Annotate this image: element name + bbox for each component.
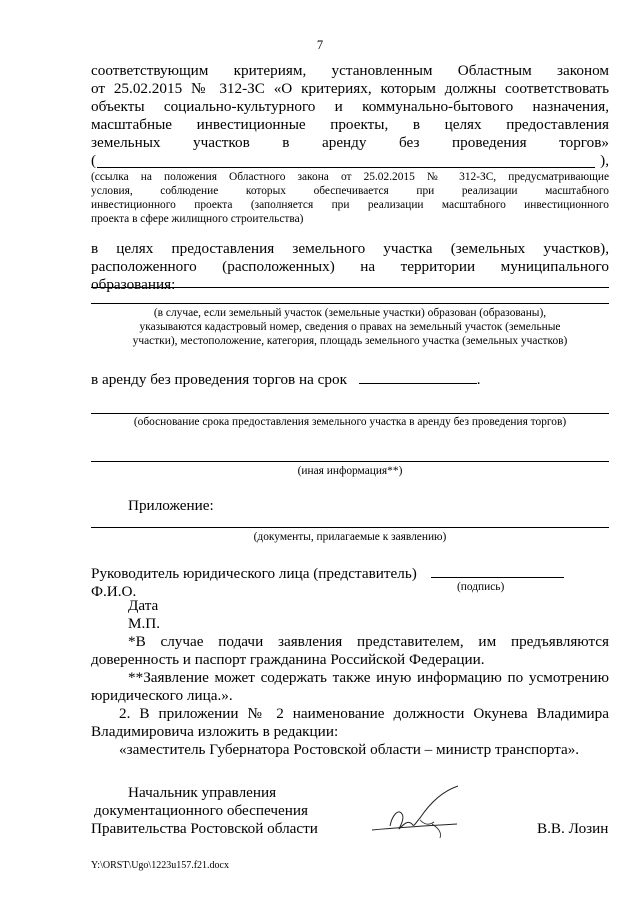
paragraph-line: масштабные инвестиционные проекты, в целях предоставления xyxy=(91,116,609,133)
footnote-other-info xyxy=(91,669,609,705)
footnote-representative xyxy=(91,633,609,669)
paragraph-line: соответствующим критериям, установленным Областным законом xyxy=(91,62,609,79)
footnote-line: **Заявление может содержать также иную информацию по усмотрению xyxy=(128,669,609,686)
signatory-name: В.В. Лозин xyxy=(537,820,609,837)
lease-term-end: . xyxy=(476,371,481,388)
signatory-title-line: документационного обеспечения xyxy=(94,802,308,819)
blank-open-paren: ( xyxy=(91,152,97,169)
paragraph-criteria xyxy=(91,62,609,170)
note-line: участки), местоположение, категория, площадь земельного участка (земельных участков) xyxy=(132,335,568,347)
note-line: указываются кадастровый номер, сведения о правах на земельный участок (земельные xyxy=(139,321,561,333)
item-line: Владимировича изложить в редакции: xyxy=(91,723,339,740)
footnote-line: юридического лица.». xyxy=(91,687,233,704)
note-other-info: (иная информация**) xyxy=(297,465,403,477)
signatory-title-line: Начальник управления xyxy=(128,784,277,801)
blank-close-paren: ), xyxy=(600,152,609,169)
note-line: (в случае, если земельный участок (земельные участки) образован (образованы), xyxy=(153,307,547,319)
footnote-line: доверенность и паспорт гражданина Российской Федерации. xyxy=(91,651,485,668)
fill-in-rule xyxy=(91,303,609,304)
item-2 xyxy=(91,705,609,759)
note-line: условия, соблюдение которых обеспечивается при реализации масштабного xyxy=(91,185,609,197)
note-term-justification: (обоснование срока предоставления земельного участка в аренду без проведения торгов) xyxy=(133,416,567,428)
signature-label: Руководитель юридического лица (представитель) xyxy=(91,565,417,582)
note-signature: (подпись) xyxy=(457,581,505,593)
fill-in-rule xyxy=(91,461,609,462)
fill-in-blank xyxy=(97,167,595,168)
note-line: (ссылка на положения Областного закона от 25.02.2015 № 312-ЗС, предусматривающие xyxy=(91,171,609,183)
item-line: «заместитель Губернатора Ростовской области – министр транспорта». xyxy=(119,741,580,758)
note-documents: (документы, прилагаемые к заявлению) xyxy=(253,531,447,543)
mp-label: М.П. xyxy=(128,615,161,632)
paragraph-purpose xyxy=(91,240,609,294)
date-label: Дата xyxy=(128,597,159,614)
note-law-reference xyxy=(91,170,609,226)
note-line: инвестиционного проекта (заполняется при реализации масштабного инвестиционного xyxy=(91,199,609,211)
lease-term-blank xyxy=(359,369,477,384)
attachment-label: Приложение: xyxy=(128,497,214,514)
signatory-title xyxy=(91,784,318,838)
paragraph-line: от 25.02.2015 № 312-ЗС «О критериях, которым должны соответствовать xyxy=(91,80,609,97)
paragraph-line: в целях предоставления земельного участка (земельных участков), xyxy=(91,240,609,257)
fill-in-rule xyxy=(91,413,609,414)
signature-blank xyxy=(431,563,564,578)
note-land-plot xyxy=(91,306,609,348)
footnote-line: *В случае подачи заявления представителем, им предъявляются xyxy=(128,633,609,650)
paragraph-line: земельных участков в аренду без проведения торгов» xyxy=(91,134,609,151)
fill-in-line xyxy=(91,152,609,170)
file-path: Y:\ORST\Ugo\1223u157.f21.docx xyxy=(91,860,229,871)
fill-in-rule xyxy=(91,527,609,528)
signature-name-label: Ф.И.О. xyxy=(91,583,137,600)
paragraph-line: расположенного (расположенных) на территории муниципального образования: xyxy=(91,258,609,293)
lease-term-line xyxy=(91,369,609,389)
lease-term-label: в аренду без проведения торгов на срок xyxy=(91,371,347,388)
page-number: 7 xyxy=(316,38,324,52)
item-line: 2. В приложении № 2 наименование должности Окунева Владимира xyxy=(119,705,609,722)
fill-in-rule xyxy=(91,287,609,288)
note-line: проекта в сфере жилищного строительства) xyxy=(91,213,304,225)
signatory-title-line: Правительства Ростовской области xyxy=(91,820,318,837)
signature-line xyxy=(91,563,609,601)
handwritten-signature xyxy=(362,780,482,850)
paragraph-line: объекты социально-культурного и коммунально-бытового назначения, xyxy=(91,98,609,115)
